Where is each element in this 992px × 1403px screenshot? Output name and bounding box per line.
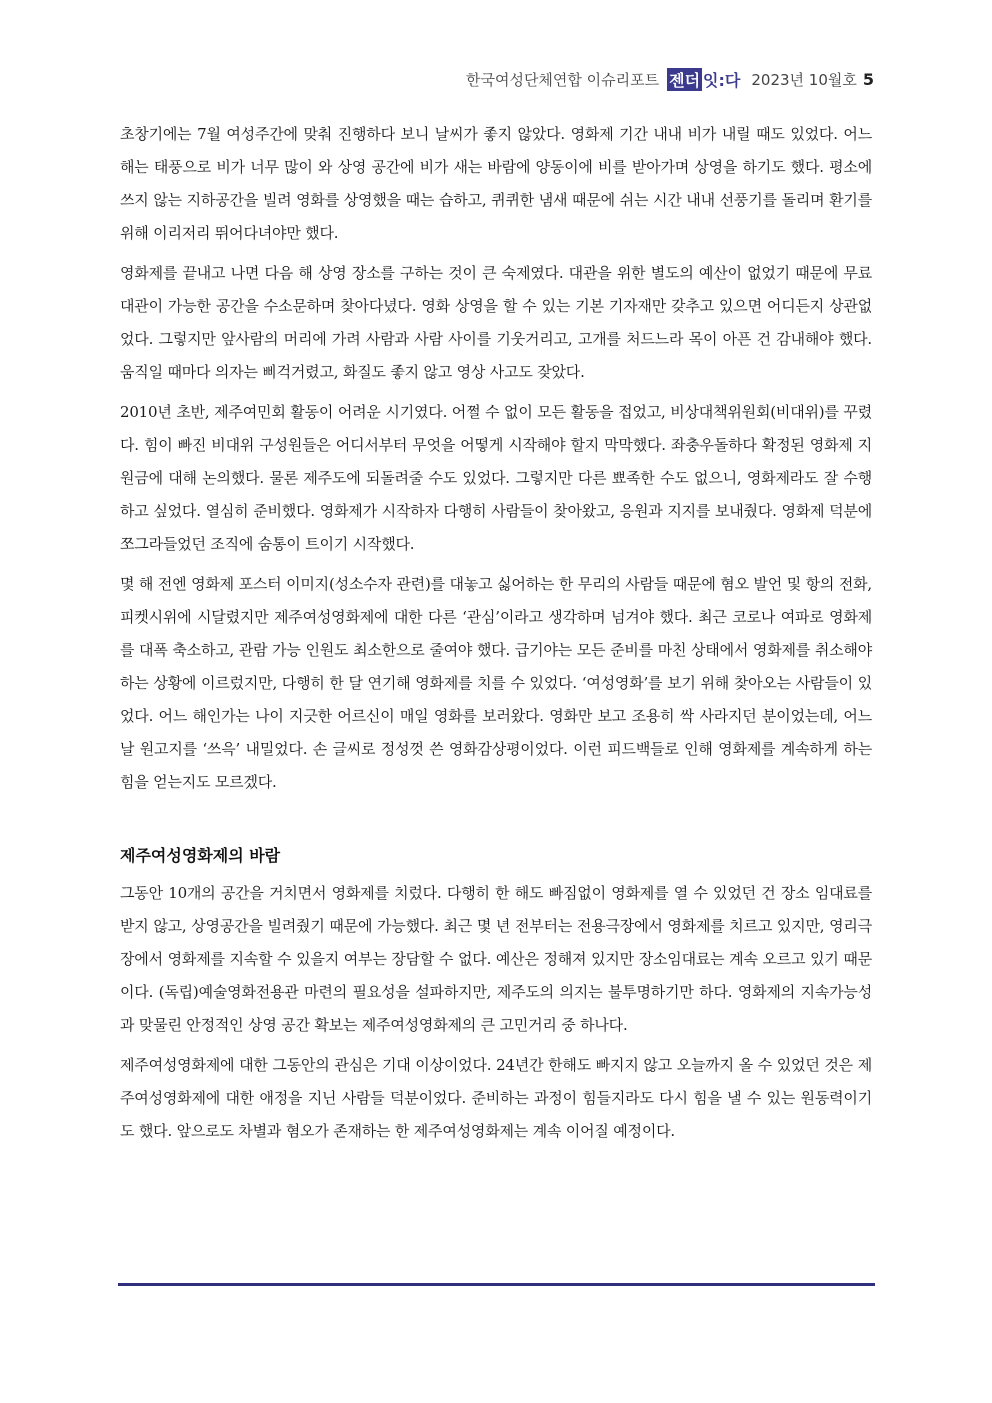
paragraph: 그동안 10개의 공간을 거치면서 영화제를 치렀다. 다행히 한 해도 빠짐없이 영화제를 열 수 있었던 건 장소 임대료를 받지 않고, 상영공간을 빌려줬기 때문에 가능했다. 최근 몇 년 전부터는 전용극장에서 영화제를 치르고 있지만, 영리극장에서 영화제를 지속할 수 있을지 여부는 장담할 수 없다. 예산은 정해져 있지만 장소임대료는 계속 오르고 있기 때문이다. (독립)예술영화전용관 마련의 필요성을 설파하지만, 제주도의 의지는 불투명하기만 하다. 영화제의 지속가능성과 맞물린 안정적인 상영 공간 확보는 제주여성영화제의 큰 고민거리 중 하나다. xyxy=(120,884,872,1034)
footer-divider xyxy=(118,1283,875,1286)
brand-logo-part2: 잇:다 xyxy=(703,71,741,90)
article-body xyxy=(120,118,872,1155)
paragraph: 2010년 초반, 제주여민회 활동이 어려운 시기였다. 어쩔 수 없이 모든 활동을 접었고, 비상대책위원회(비대위)를 꾸렸다. 힘이 빠진 비대위 구성원들은 어디서부터 무엇을 어떻게 시작해야 할지 막막했다. 좌충우돌하다 확정된 영화제 지원금에 대해 논의했다. 물론 제주도에 되돌려줄 수도 있었다. 그렇지만 다른 뾰족한 수도 없으니, 영화제라도 잘 수행하고 싶었다. 열심히 준비했다. 영화제가 시작하자 다행히 사람들이 찾아왔고, 응원과 지지를 보내줬다. 영화제 덕분에 쪼그라들었던 조직에 숨통이 트이기 시작했다. xyxy=(120,403,872,553)
brand-logo xyxy=(667,68,741,91)
page-number: 5 xyxy=(862,70,874,89)
paragraph: 몇 해 전엔 영화제 포스터 이미지(성소수자 관련)를 대놓고 싫어하는 한 무리의 사람들 때문에 혐오 발언 및 항의 전화, 피켓시위에 시달렸지만 제주여성영화제에 대한 다른 ‘관심’이라고 생각하며 넘겨야 했다. 최근 코로나 여파로 영화제를 대폭 축소하고, 관람 가능 인원도 최소한으로 줄여야 했다. 급기야는 모든 준비를 마친 상태에서 영화제를 취소해야 하는 상황에 이르렀지만, 다행히 한 달 연기해 영화제를 치를 수 있었다. ‘여성영화’를 보기 위해 찾아오는 사람들이 있었다. 어느 해인가는 나이 지긋한 어르신이 매일 영화를 보러왔다. 영화만 보고 조용히 싹 사라지던 분이었는데, 어느 날 원고지를 ‘쓰윽’ 내밀었다. 손 글씨로 정성껏 쓴 영화감상평이었다. 이런 피드백들로 인해 영화제를 계속하게 하는 힘을 얻는지도 모르겠다. xyxy=(120,575,872,791)
brand-logo-part1: 젠더 xyxy=(667,68,702,91)
paragraph: 영화제를 끝내고 나면 다음 해 상영 장소를 구하는 것이 큰 숙제였다. 대관을 위한 별도의 예산이 없었기 때문에 무료 대관이 가능한 공간을 수소문하며 찾아다녔다. 영화 상영을 할 수 있는 기본 기자재만 갖추고 있으면 어디든지 상관없었다. 그렇지만 앞사람의 머리에 가려 사람과 사람 사이를 기웃거리고, 고개를 처드느라 목이 아픈 건 감내해야 했다. 움직일 때마다 의자는 삐걱거렸고, 화질도 좋지 않고 영상 사고도 잦았다. xyxy=(120,264,872,381)
page-header xyxy=(466,68,874,91)
section-heading: 제주여성영화제의 바람 xyxy=(120,846,281,865)
paragraph: 제주여성영화제에 대한 그동안의 관심은 기대 이상이었다. 24년간 한해도 빠지지 않고 오늘까지 올 수 있었던 것은 제주여성영화제에 대한 애정을 지닌 사람들 덕분이었다. 준비하는 과정이 힘들지라도 다시 힘을 낼 수 있는 원동력이기도 했다. 앞으로도 차별과 혐오가 존재하는 한 제주여성영화제는 계속 이어질 예정이다. xyxy=(120,1056,872,1140)
paragraph: 초창기에는 7월 여성주간에 맞춰 진행하다 보니 날씨가 좋지 않았다. 영화제 기간 내내 비가 내릴 때도 있었다. 어느 해는 태풍으로 비가 너무 많이 와 상영 공간에 비가 새는 바람에 양동이에 비를 받아가며 상영을 하기도 했다. 평소에 쓰지 않는 지하공간을 빌려 영화를 상영했을 때는 습하고, 퀴퀴한 냄새 때문에 쉬는 시간 내내 선풍기를 돌리며 환기를 위해 이리저리 뛰어다녀야만 했다. xyxy=(120,125,872,242)
header-org-title: 한국여성단체연합 이슈리포트 xyxy=(465,71,660,89)
header-issue-date: 2023년 10월호 xyxy=(751,71,857,89)
